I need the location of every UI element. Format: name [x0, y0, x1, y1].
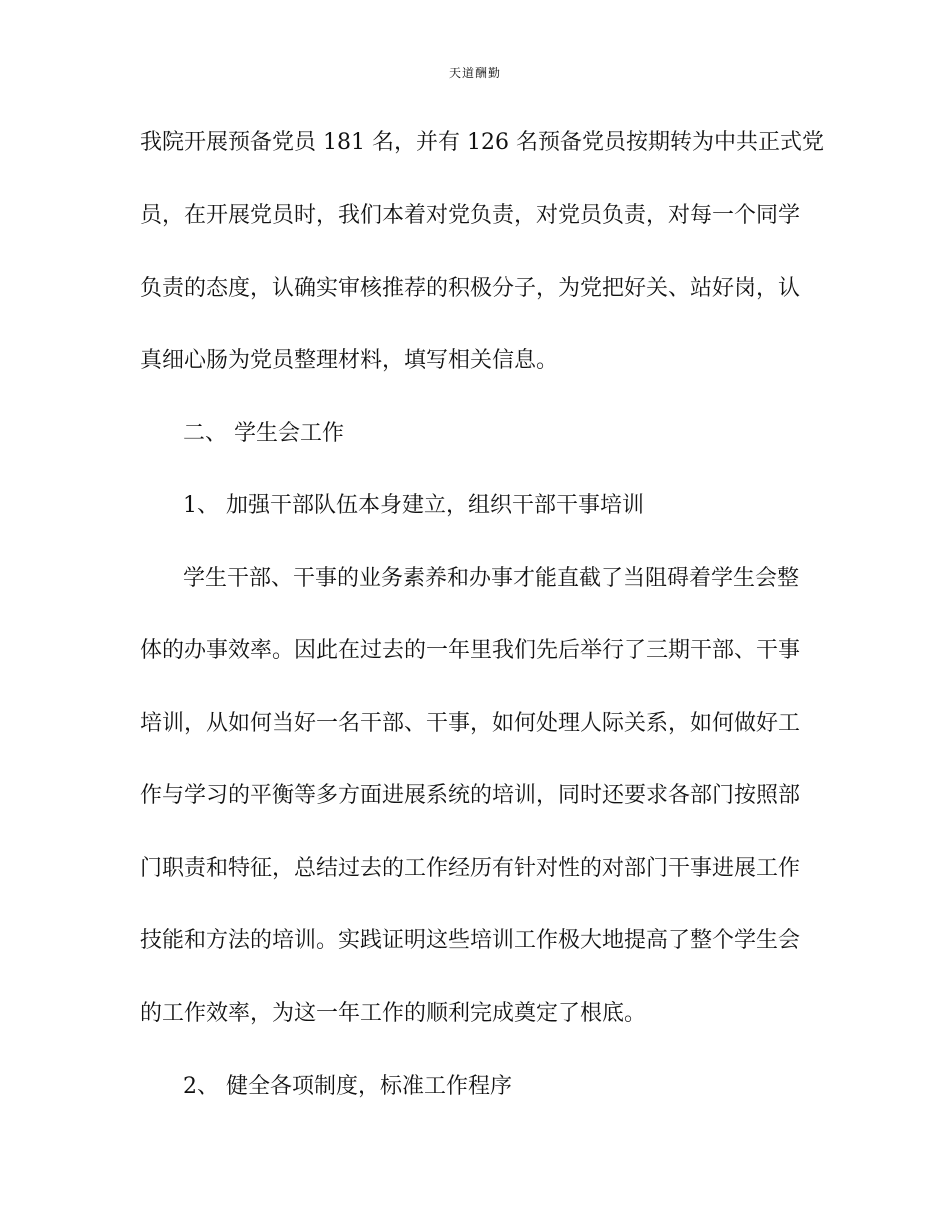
subsection-heading: 2、 健全各项制度，标准工作程序	[183, 1074, 512, 1099]
section-heading: 二、 学生会工作	[183, 421, 344, 446]
paragraph-line: 真细心肠为党员整理材料，填写相关信息。	[140, 348, 559, 373]
paragraph-line: 体的办事效率。因此在过去的一年里我们先后举行了三期干部、干事	[140, 638, 801, 663]
paragraph-line: 技能和方法的培训。实践证明这些培训工作极大地提高了整个学生会	[140, 928, 801, 953]
paragraph-line: 门职责和特征，总结过去的工作经历有针对性的对部门干事进展工作	[140, 856, 801, 881]
subsection-heading: 1、 加强干部队伍本身建立，组织干部干事培训	[183, 493, 644, 518]
paragraph-line: 的工作效率，为这一年工作的顺利完成奠定了根底。	[140, 1001, 647, 1026]
page-header: 天道酬勤	[448, 66, 501, 80]
paragraph-line: 作与学习的平衡等多方面进展系统的培训，同时还要求各部门按照部	[140, 783, 801, 808]
paragraph-line: 培训，从如何当好一名干部、干事，如何处理人际关系，如何做好工	[140, 711, 801, 736]
paragraph-line: 学生干部、干事的业务素养和办事才能直截了当阻碍着学生会整	[183, 566, 800, 591]
paragraph-line: 我院开展预备党员 181 名，并有 126 名预备党员按期转为中共正式党	[140, 130, 824, 155]
paragraph-line: 负责的态度，认确实审核推荐的积极分子，为党把好关、站好岗，认	[140, 276, 801, 301]
paragraph-line: 员，在开展党员时，我们本着对党负责，对党员负责，对每一个同学	[140, 203, 801, 228]
